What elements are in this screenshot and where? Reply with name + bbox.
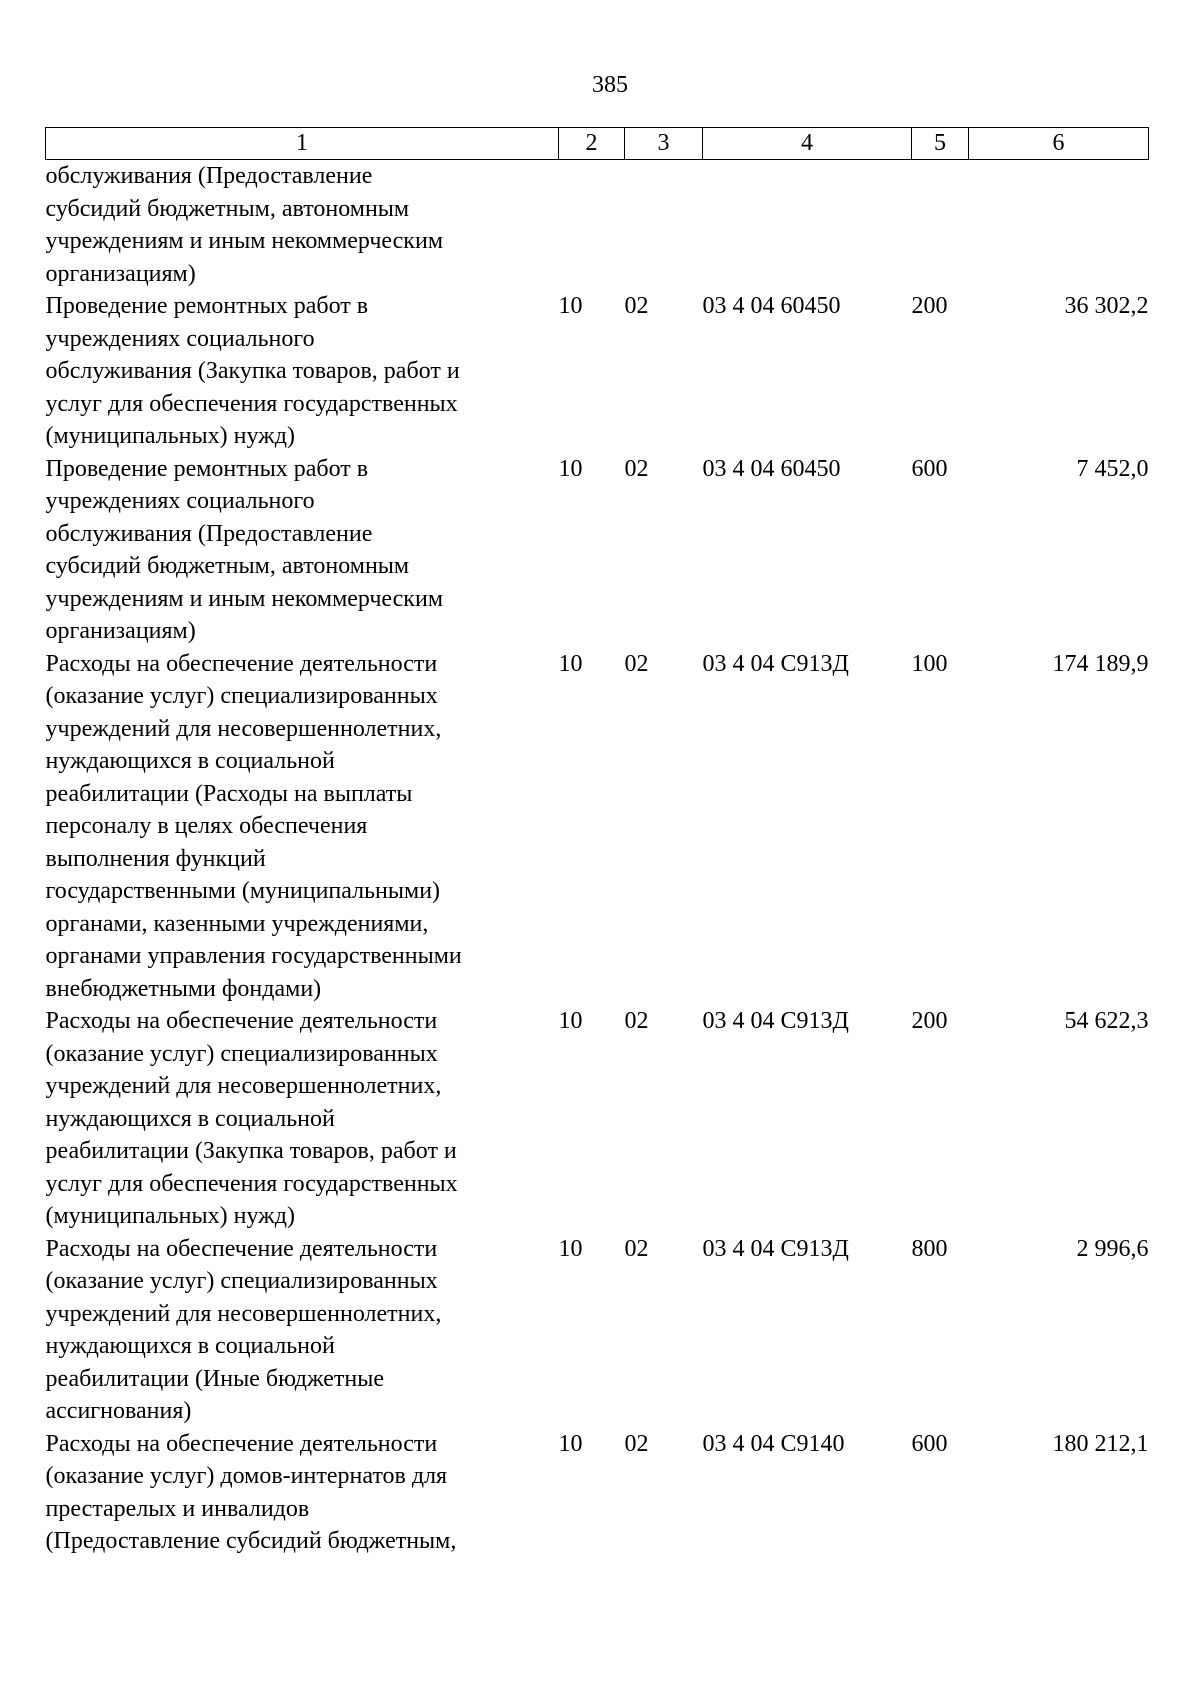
expense-name-line: учреждениям и иным некоммерческим [45,585,443,612]
expense-name-line: внебюджетными фондами) [45,975,322,1002]
column-header-4: 4 [703,128,912,160]
expense-name-line: Расходы на обеспечение деятельности [45,650,438,677]
table-row [46,290,1149,453]
expense-name-line: обслуживания (Предоставление [45,520,373,547]
target-article-cell: 03 4 04 С9140 [702,1430,845,1457]
expense-name-line: (муниципальных) нужд) [45,423,295,449]
table-row [46,1428,1149,1558]
expense-type-cell [912,160,969,291]
column-header-6: 6 [969,128,1149,160]
target-article-cell [703,160,912,291]
expense-name-cell [46,290,559,453]
subsection-code-cell: 02 [624,455,649,482]
expense-name-line: учреждениях социального [45,325,315,352]
expense-name-line: персоналу в целях обеспечения [45,813,368,839]
expense-name-line: (оказание услуг) специализированных [45,1268,438,1294]
expense-name-line: Расходы на обеспечение деятельности [45,1430,438,1457]
expense-name-line: (Предоставление субсидий бюджетным, [45,1528,457,1554]
expense-name-line: обслуживания (Закупка товаров, работ и [45,358,460,384]
expense-name-line: услуг для обеспечения государственных [45,1170,458,1197]
expense-name-line: Расходы на обеспечение деятельности [45,1008,438,1034]
expense-name-cell [46,648,559,1006]
amount-cell [969,160,1149,291]
amount-cell: 7 452,0 [1076,455,1149,482]
expense-name-line: реабилитации (Расходы на выплаты [45,780,413,807]
expense-name-line: нуждающихся в социальной [45,748,335,774]
column-header-5: 5 [912,128,969,160]
expense-name-line: учреждений для несовершеннолетних, [45,1073,442,1099]
budget-table [45,127,1149,1558]
expense-name-line: органами, казенными учреждениями, [45,910,429,937]
subsection-code-cell: 02 [624,1235,649,1262]
table-row [46,648,1149,1006]
expense-name-line: выполнения функций [45,845,266,872]
section-code-cell [559,160,625,291]
expense-name-cell [46,1428,559,1558]
expense-name-line: услуг для обеспечения государственных [45,390,458,417]
expense-name-line: (муниципальных) нужд) [45,1203,295,1229]
subsection-code-cell: 02 [624,1430,649,1457]
expense-type-cell: 100 [911,650,948,677]
expense-type-cell: 600 [911,1430,948,1457]
target-article-cell: 03 4 04 С913Д [702,650,849,677]
section-code-cell: 10 [558,650,583,677]
expense-name-line: нуждающихся в социальной [45,1333,335,1359]
expense-name-line: учреждений для несовершеннолетних, [45,1300,442,1327]
target-article-cell: 03 4 04 60450 [702,293,841,319]
expense-type-cell: 800 [911,1235,948,1262]
expense-name-line: Расходы на обеспечение деятельности [45,1235,438,1262]
expense-name-line: учреждениях социального [45,488,315,514]
table-row [46,453,1149,648]
expense-name-line: Проведение ремонтных работ в [45,293,369,319]
expense-name-line: субсидий бюджетным, автономным [45,195,410,222]
table-row [46,160,1149,291]
page-number: 385 [592,72,628,98]
target-article-cell: 03 4 04 С913Д [702,1235,849,1262]
section-code-cell: 10 [558,1430,583,1457]
subsection-code-cell: 02 [624,650,649,677]
expense-name-line: Проведение ремонтных работ в [45,455,369,482]
section-code-cell: 10 [558,1235,583,1262]
table-body [46,160,1149,1558]
expense-name-line: реабилитации (Иные бюджетные [45,1365,385,1392]
expense-name-line: организациям) [45,618,196,644]
expense-name-line: субсидий бюджетным, автономным [45,553,410,579]
expense-name-cell [46,1233,559,1428]
expense-type-cell: 200 [911,293,948,319]
expense-name-line: учреждениям и иным некоммерческим [45,228,443,254]
expense-name-line: реабилитации (Закупка товаров, работ и [45,1138,457,1164]
expense-name-cell [46,160,559,291]
table-header-row [46,128,1149,160]
expense-name-line: ассигнования) [45,1398,192,1424]
expense-type-cell: 600 [911,455,948,482]
expense-name-cell [46,1005,559,1233]
table-row [46,1005,1149,1233]
expense-name-line: органами управления государственными [45,943,462,969]
target-article-cell: 03 4 04 С913Д [702,1008,849,1034]
expense-name-line: (оказание услуг) специализированных [45,683,438,709]
subsection-code-cell: 02 [624,1008,649,1034]
section-code-cell: 10 [558,455,583,482]
expense-name-line: нуждающихся в социальной [45,1105,335,1132]
column-header-2: 2 [559,128,625,160]
expense-name-line: государственными (муниципальными) [45,878,441,904]
expense-type-cell: 200 [911,1008,948,1034]
subsection-code-cell [625,160,703,291]
table-row [46,1233,1149,1428]
amount-cell: 36 302,2 [1064,293,1149,319]
expense-name-line: организациям) [45,260,196,287]
section-code-cell: 10 [558,293,583,319]
section-code-cell: 10 [558,1008,583,1034]
amount-cell: 174 189,9 [1052,650,1149,677]
expense-name-cell [46,453,559,648]
expense-name-line: обслуживания (Предоставление [45,163,373,189]
amount-cell: 54 622,3 [1064,1008,1149,1034]
expense-name-line: престарелых и инвалидов [45,1495,310,1522]
amount-cell: 2 996,6 [1076,1235,1149,1262]
target-article-cell: 03 4 04 60450 [702,455,841,482]
expense-name-line: учреждений для несовершеннолетних, [45,715,442,742]
column-header-3: 3 [625,128,703,160]
expense-name-line: (оказание услуг) домов-интернатов для [45,1463,448,1489]
column-header-1: 1 [46,128,559,160]
expense-name-line: (оказание услуг) специализированных [45,1040,438,1067]
amount-cell: 180 212,1 [1052,1430,1149,1457]
subsection-code-cell: 02 [624,293,649,319]
